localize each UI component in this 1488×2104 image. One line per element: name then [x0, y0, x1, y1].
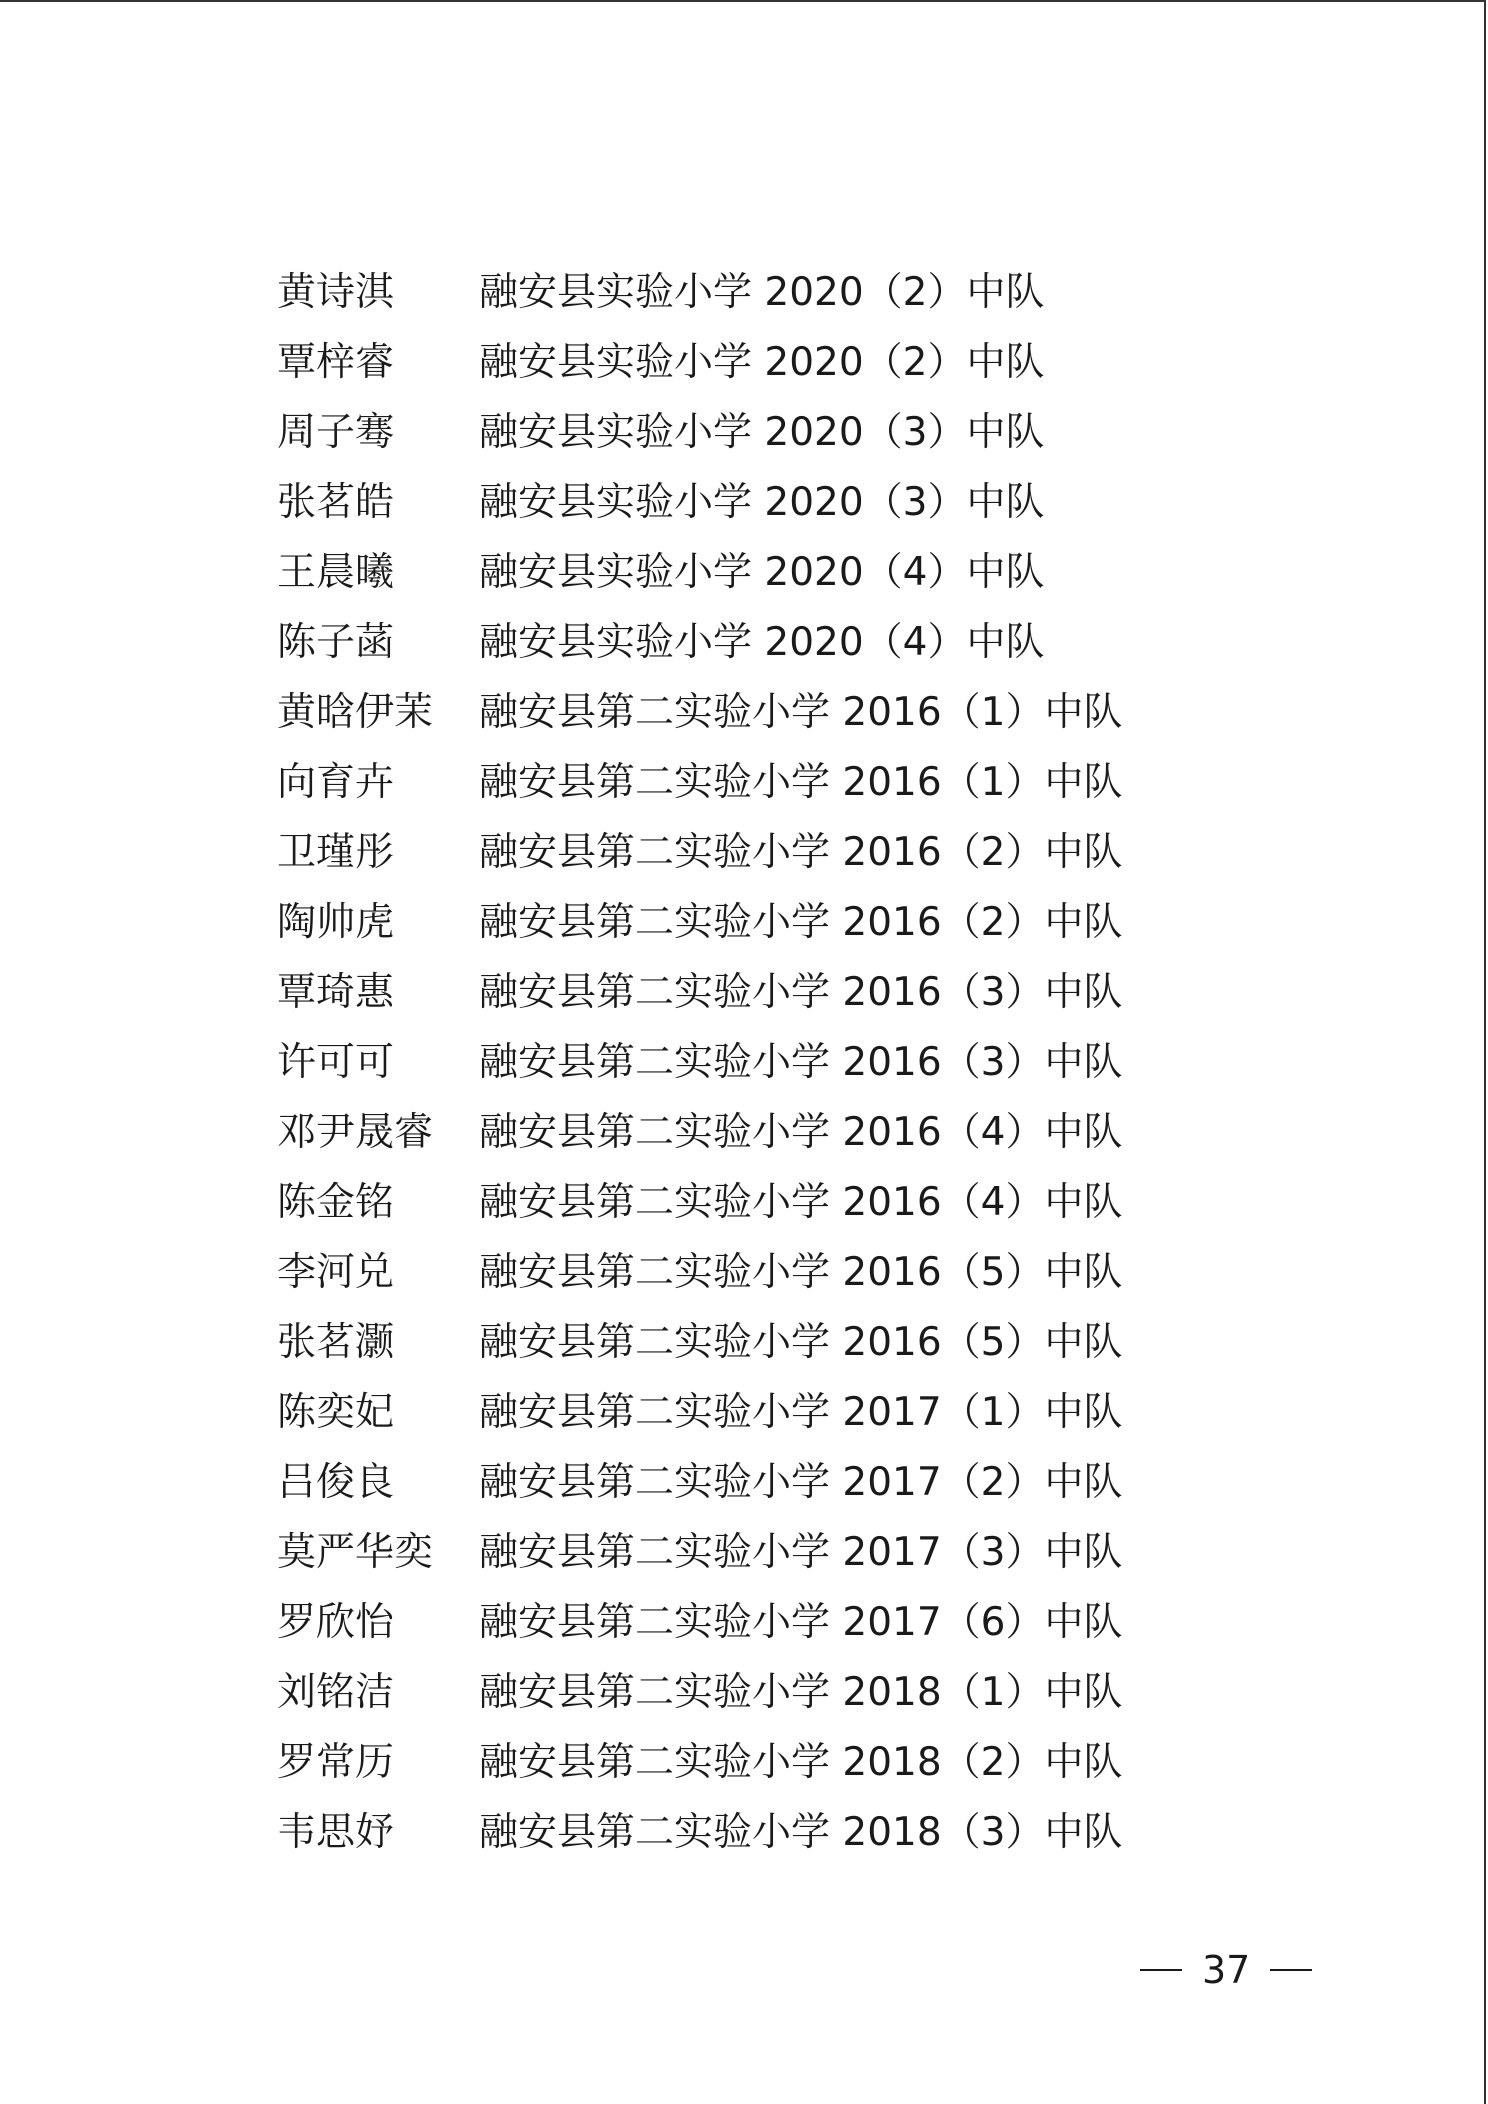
squad-unit: 融安县第二实验小学 2017（2）中队 [479, 1460, 1123, 1505]
squad-unit: 融安县第二实验小学 2016（1）中队 [479, 760, 1123, 805]
squad-unit: 融安县第二实验小学 2017（6）中队 [479, 1600, 1123, 1645]
squad-unit: 融安县第二实验小学 2018（2）中队 [479, 1740, 1123, 1785]
student-name: 邓尹晟睿 [277, 1110, 434, 1155]
squad-unit: 融安县实验小学 2020（3）中队 [479, 480, 1045, 525]
list-item [277, 958, 1277, 1028]
student-name: 覃梓睿 [277, 340, 395, 385]
list-item [277, 608, 1277, 678]
list-item [277, 888, 1277, 958]
squad-unit: 融安县实验小学 2020（4）中队 [479, 620, 1045, 665]
squad-unit: 融安县实验小学 2020（3）中队 [479, 410, 1045, 455]
squad-unit: 融安县第二实验小学 2016（2）中队 [479, 900, 1123, 945]
squad-unit: 融安县第二实验小学 2017（3）中队 [479, 1530, 1123, 1575]
list-item [277, 1308, 1277, 1378]
squad-unit: 融安县实验小学 2020（2）中队 [479, 340, 1045, 385]
student-name: 黄诗淇 [277, 270, 395, 315]
student-name: 李河兑 [277, 1250, 395, 1295]
student-name: 张茗灏 [277, 1320, 395, 1365]
list-item [277, 1168, 1277, 1238]
student-name: 陶帅虎 [277, 900, 395, 945]
student-name: 卫瑾彤 [277, 830, 395, 875]
squad-unit: 融安县实验小学 2020（4）中队 [479, 550, 1045, 595]
dash-left [1140, 1969, 1182, 1971]
list-item [277, 328, 1277, 398]
student-name: 覃琦惠 [277, 970, 395, 1015]
list-item [277, 1798, 1277, 1868]
student-name: 陈金铭 [277, 1180, 395, 1225]
squad-unit: 融安县第二实验小学 2016（4）中队 [479, 1110, 1123, 1155]
list-item [277, 468, 1277, 538]
squad-unit: 融安县第二实验小学 2016（5）中队 [479, 1250, 1123, 1295]
list-item [277, 1098, 1277, 1168]
student-name: 莫严华奕 [277, 1530, 434, 1575]
student-name: 刘铭洁 [277, 1670, 395, 1715]
squad-unit: 融安县第二实验小学 2016（2）中队 [479, 830, 1123, 875]
list-item [277, 1378, 1277, 1448]
squad-unit: 融安县第二实验小学 2016（5）中队 [479, 1320, 1123, 1365]
student-name: 陈子菡 [277, 620, 395, 665]
student-name: 罗常历 [277, 1740, 395, 1785]
squad-unit: 融安县第二实验小学 2018（3）中队 [479, 1810, 1123, 1855]
student-name: 吕俊良 [277, 1460, 395, 1505]
student-name: 向育卉 [277, 760, 395, 805]
student-name: 王晨曦 [277, 550, 395, 595]
student-name: 许可可 [277, 1040, 395, 1085]
list-item [277, 1518, 1277, 1588]
squad-unit: 融安县第二实验小学 2016（4）中队 [479, 1180, 1123, 1225]
page-number [1140, 1940, 1340, 2000]
list-item [277, 1028, 1277, 1098]
list-item [277, 818, 1277, 888]
list-item [277, 1588, 1277, 1658]
list-item [277, 258, 1277, 328]
squad-unit: 融安县第二实验小学 2016（3）中队 [479, 1040, 1123, 1085]
honor-roster-list [277, 258, 1277, 1868]
student-name: 黄晗伊茉 [277, 690, 434, 735]
page-number-text: 37 [1202, 1948, 1251, 1992]
list-item [277, 538, 1277, 608]
squad-unit: 融安县第二实验小学 2016（1）中队 [479, 690, 1123, 735]
squad-unit: 融安县第二实验小学 2018（1）中队 [479, 1670, 1123, 1715]
list-item [277, 1658, 1277, 1728]
squad-unit: 融安县第二实验小学 2017（1）中队 [479, 1390, 1123, 1435]
list-item [277, 1448, 1277, 1518]
student-name: 张茗皓 [277, 480, 395, 525]
list-item [277, 398, 1277, 468]
list-item [277, 678, 1277, 748]
list-item [277, 1728, 1277, 1798]
list-item [277, 748, 1277, 818]
student-name: 陈奕妃 [277, 1390, 395, 1435]
squad-unit: 融安县第二实验小学 2016（3）中队 [479, 970, 1123, 1015]
student-name: 韦思妤 [277, 1810, 395, 1855]
list-item [277, 1238, 1277, 1308]
student-name: 罗欣怡 [277, 1600, 395, 1645]
dash-right [1270, 1969, 1312, 1971]
squad-unit: 融安县实验小学 2020（2）中队 [479, 270, 1045, 315]
student-name: 周子骞 [277, 410, 395, 455]
